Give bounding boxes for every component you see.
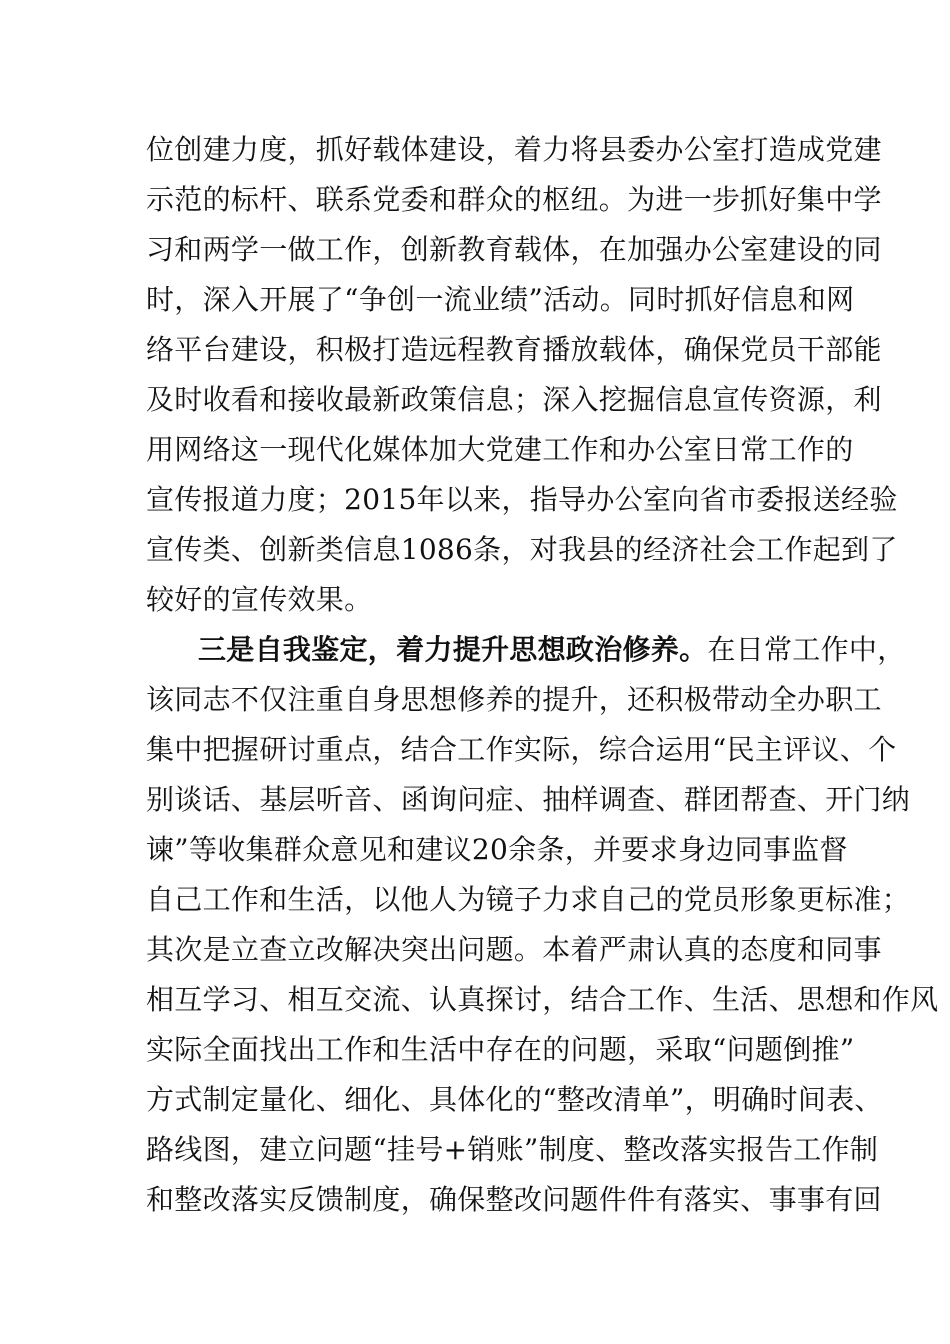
paragraph-1-line: 用网络这一现代化媒体加大党建工作和办公室日常工作的 — [146, 433, 854, 466]
paragraph-1-line: 较好的宣传效果。 — [146, 583, 373, 616]
paragraph-2-line: 路线图，建立问题“挂号+销账”制度、整改落实报告工作制 — [146, 1133, 879, 1166]
paragraph-2-line: 其次是立查立改解决突出问题。本着严肃认真的态度和同事 — [146, 933, 882, 966]
paragraph-1-line: 位创建力度，抓好载体建设，着力将县委办公室打造成党建 — [146, 133, 882, 166]
paragraph-2-line: 自己工作和生活，以他人为镜子力求自己的党员形象更标准； — [146, 883, 911, 916]
paragraph-1-line: 习和两学一做工作，创新教育载体，在加强办公室建设的同 — [146, 233, 882, 266]
paragraph-1-line: 示范的标杆、联系党委和群众的枢纽。为进一步抓好集中学 — [146, 183, 882, 216]
paragraph-2-line: 该同志不仅注重自身思想修养的提升，还积极带动全办职工 — [146, 683, 882, 716]
paragraph-1-line: 及时收看和接收最新政策信息；深入挖掘信息宣传资源，利 — [146, 383, 882, 416]
paragraph-2-heading: 三是自我鉴定，着力提升思想政治修养。 — [198, 633, 708, 666]
paragraph-1-line: 时，深入开展了“争创一流业绩”活动。同时抓好信息和网 — [146, 283, 855, 316]
paragraph-2-first-line — [198, 630, 906, 670]
paragraph-1-line: 络平台建设，积极打造远程教育播放载体，确保党员干部能 — [146, 333, 882, 366]
paragraph-2-line: 集中把握研讨重点，结合工作实际，综合运用“民主评议、个 — [146, 733, 897, 766]
paragraph-2-line: 实际全面找出工作和生活中存在的问题，采取“问题倒推” — [146, 1033, 855, 1066]
paragraph-1-line: 宣传报道力度；2015年以来，指导办公室向省市委报送经验 — [146, 483, 898, 516]
paragraph-2-line: 谏”等收集群众意见和建议20余条，并要求身边同事监督 — [146, 833, 848, 866]
paragraph-2-line: 相互学习、相互交流、认真探讨，结合工作、生活、思想和作风 — [146, 983, 939, 1016]
paragraph-2-line: 和整改落实反馈制度，确保整改问题件件有落实、事事有回 — [146, 1183, 882, 1216]
paragraph-2-line: 别谈话、基层听音、函询问症、抽样调查、群团帮查、开门纳 — [146, 783, 911, 816]
paragraph-2-first-line-text: 在日常工作中， — [707, 633, 906, 666]
paragraph-1-line: 宣传类、创新类信息1086条，对我县的经济社会工作起到了 — [146, 533, 898, 566]
paragraph-2-line: 方式制定量化、细化、具体化的“整改清单”，明确时间表、 — [146, 1083, 883, 1116]
